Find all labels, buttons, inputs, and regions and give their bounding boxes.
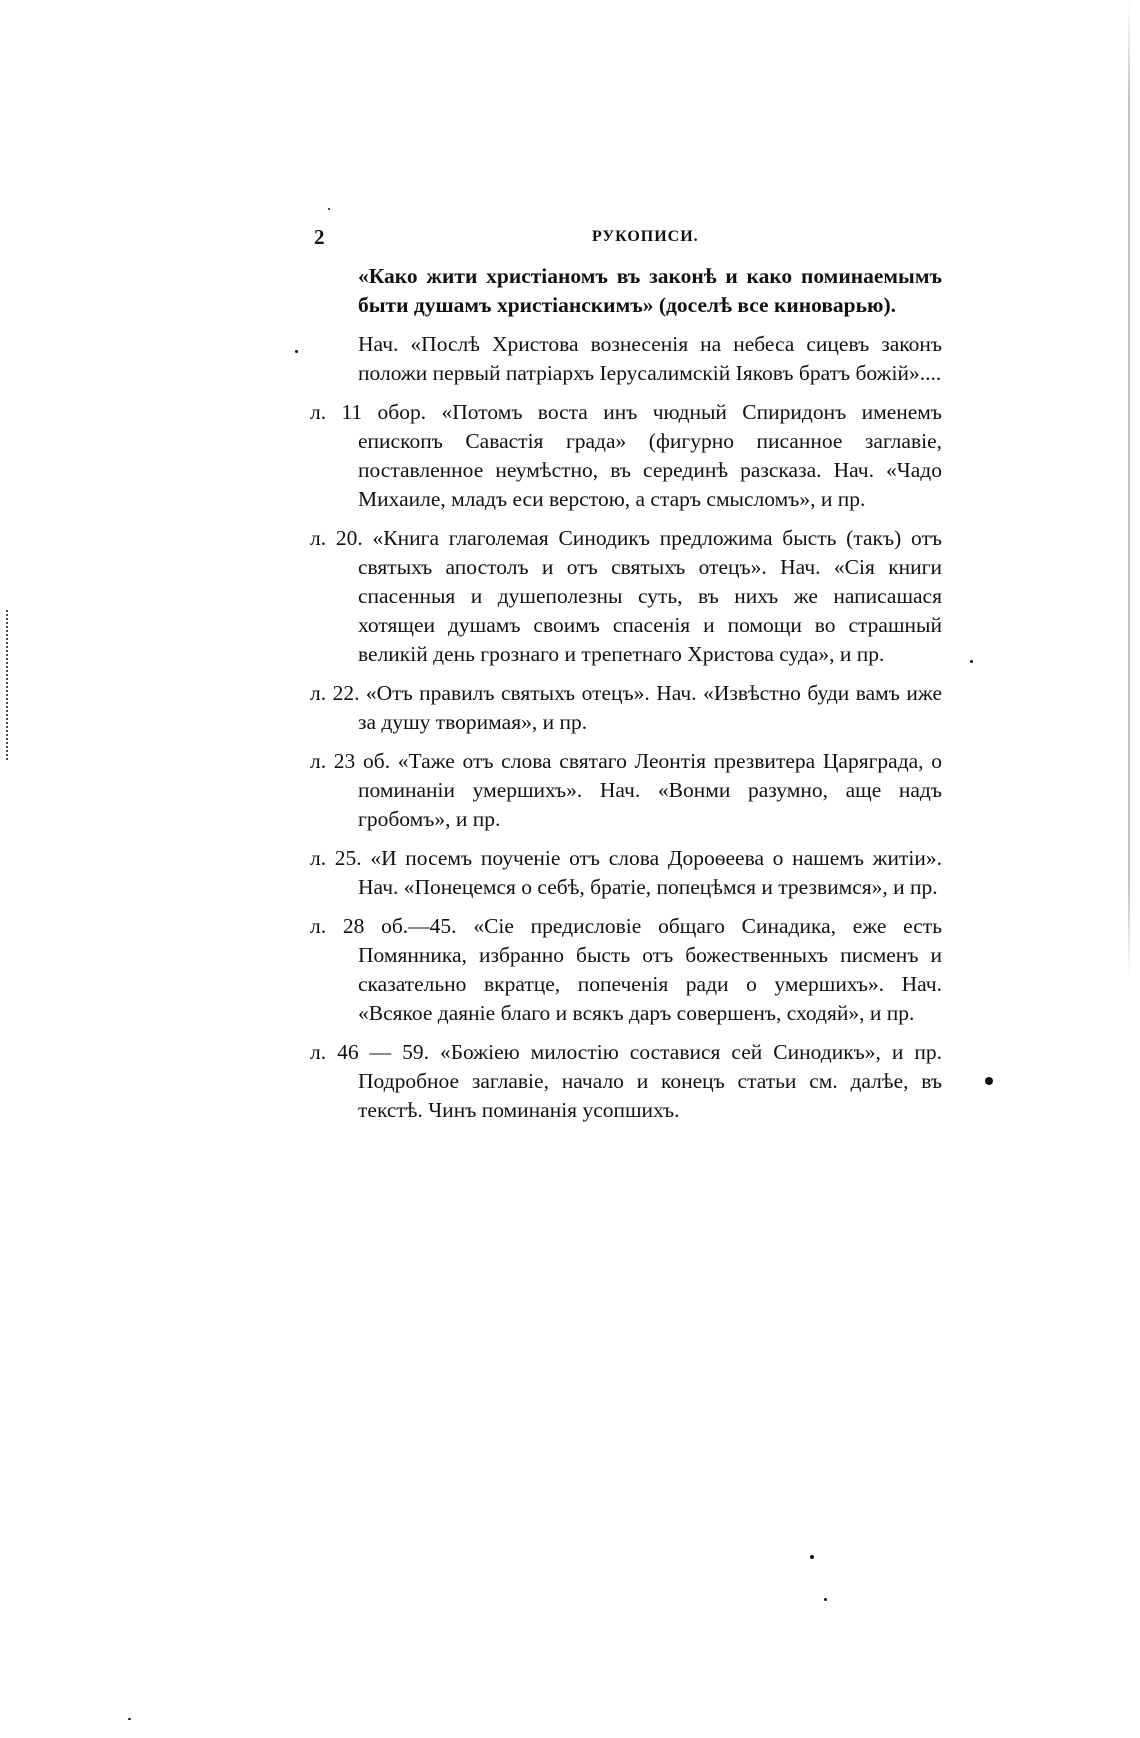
entry-1 — [310, 330, 942, 388]
page-number: 2 — [314, 225, 325, 249]
scan-edge-shadow — [1128, 0, 1130, 980]
entry-text: «Книга глаголемая Синодикъ предложима бысть (такъ) отъ святыхъ апостолъ и отъ святыхъ отецъ». Нач. «Сія книги спасенныя и душеполезны суть, въ нихъ же написашася хотящеи душамъ своимъ спасенія и помощи во страшный великій день грознаго и трепетнаго Христова суда», и пр. — [358, 526, 943, 666]
ink-spot — [985, 1077, 993, 1085]
entry-text: «Како жити христіаномъ въ законѣ и како поминаемымъ быти душамъ христіанскимъ» (доселѣ все киноварью). — [358, 264, 942, 317]
folio-reference: л. 22. — [310, 681, 360, 705]
ink-speck — [970, 660, 973, 663]
entry-3 — [310, 524, 942, 669]
entry-2 — [310, 398, 942, 514]
entry-text: «Отъ правилъ святыхъ отецъ». Нач. «Извѣстно буди вамъ иже за душу творимая», и пр. — [358, 681, 942, 734]
page-header — [314, 225, 944, 255]
scan-margin-marks — [6, 610, 11, 760]
entry-5 — [310, 747, 942, 834]
ink-speck — [810, 1555, 814, 1559]
entry-8 — [310, 1038, 942, 1125]
entry-4 — [310, 679, 942, 737]
folio-reference: л. 25. — [310, 846, 362, 870]
entry-text: «Божіею милостію составися сей Синодикъ», и пр. Подробное заглавіе, начало и конецъ статьи см. далѣе, въ текстѣ. Чинъ поминанія усопшихъ. — [358, 1040, 942, 1122]
entry-6 — [310, 844, 942, 902]
entry-text: «Таже отъ слова святаго Леонтія презвитера Царяграда, о поминаніи умершихъ». Нач. «Вонми разумно, аще надъ гробомъ», и пр. — [358, 749, 943, 831]
folio-reference: л. 28 об.—45. — [310, 914, 457, 938]
ink-speck — [295, 350, 298, 353]
folio-reference: л. 46 — 59. — [310, 1040, 429, 1064]
ink-speck — [328, 208, 330, 210]
entry-text: «Потомъ воста инъ чюдный Спиридонъ именемъ епископъ Савастія града» (фигурно писанное заглавіе, поставленное неумѣстно, въ серединѣ разсказа. Нач. «Чадо Михаиле, младъ еси верстою, а старъ смысломъ», и пр. — [358, 400, 943, 511]
entry-7 — [310, 912, 942, 1028]
entry-0 — [310, 262, 942, 320]
entry-text: «Сіе предисловіе общаго Синадика, еже есть Помянника, избранно бысть отъ божественныхъ писменъ и сказательно вкратце, попеченія ради о умершихъ». Нач. «Всякое даяніе благо и всякъ даръ совершенъ, сходяй», и пр. — [358, 914, 943, 1025]
folio-reference: л. 11 обор. — [310, 400, 427, 424]
ink-speck — [824, 1598, 827, 1601]
running-title: РУКОПИСИ. — [592, 228, 699, 245]
folio-reference: л. 23 об. — [310, 749, 391, 773]
ink-speck — [128, 1718, 131, 1720]
entry-text: Нач. «Послѣ Христова вознесенія на небеса сицевъ законъ положи первый патріархъ Іерусалимскій Іяковъ братъ божій».... — [358, 332, 942, 385]
text-block — [310, 262, 942, 1135]
folio-reference: л. 20. — [310, 526, 363, 550]
entry-text: «И посемъ поученіе отъ слова Дороѳеева о нашемъ житіи». Нач. «Понецемся о себѣ, братіе, попецѣмся и трезвимся», и пр. — [358, 846, 943, 899]
